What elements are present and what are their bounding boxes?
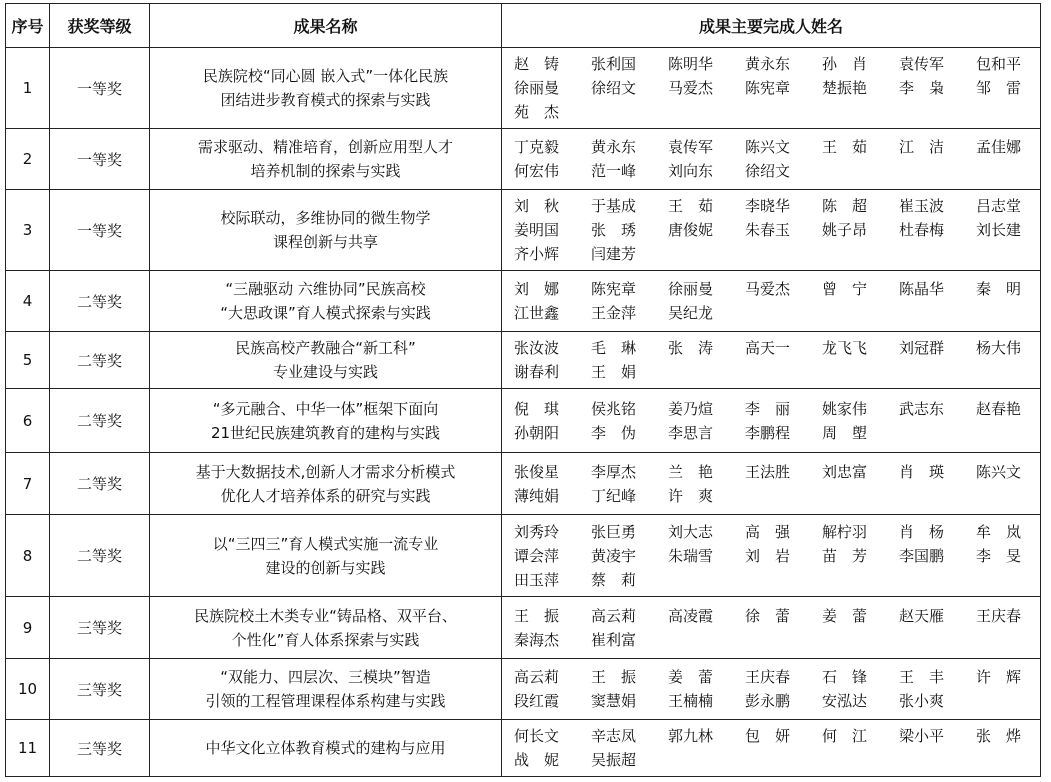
- contributors-list: [514, 665, 1040, 713]
- table-row: [6, 389, 1041, 453]
- row-number: 2: [6, 129, 50, 190]
- contributor-name: 王法胜: [745, 462, 791, 481]
- title-line: 民族高校产教融合“新工科”: [235, 339, 416, 357]
- contributor-name: 王庆春: [976, 606, 1022, 625]
- contributor-name: 李鹏程: [745, 423, 791, 442]
- contributor-name: 侯兆铭: [591, 399, 637, 418]
- title-line: 团结进步教育模式的探索与实践: [220, 91, 431, 109]
- contributor-name: 窦慧娟: [591, 692, 637, 710]
- contributor-name: 刘冠群: [899, 339, 945, 357]
- contributor-name: 江世鑫: [514, 304, 560, 322]
- title-line: 民族院校土木类专业“铸品格、双平台、: [194, 606, 457, 625]
- contributor-name: 陈兴文: [745, 138, 791, 156]
- award-level: 一等奖: [50, 48, 150, 129]
- row-number: 6: [6, 389, 50, 453]
- table-row: [6, 332, 1041, 389]
- contributor-name: 孙 肖: [822, 55, 868, 73]
- contributor-name: 赵天雁: [899, 606, 945, 625]
- contributor-name: 陈兴文: [976, 462, 1022, 481]
- contributor-name: 徐绍文: [745, 162, 791, 180]
- title-line: “大思政课”育人模式探索与实践: [220, 304, 431, 322]
- contributor-name: 田玉萍: [514, 570, 560, 589]
- title-line: 中华文化立体教育模式的建构与应用: [205, 739, 446, 757]
- title-line: “双能力、四层次、三模块”智造: [220, 668, 431, 686]
- award-level: 二等奖: [50, 332, 150, 389]
- contributor-name: 李 伪: [591, 423, 637, 442]
- contributor-name: 徐丽曼: [668, 280, 714, 298]
- contributor-name: 张巨勇: [591, 522, 637, 541]
- contributor-name: 姜 蕾: [668, 668, 714, 686]
- contributor-name: 毛 琳: [591, 339, 637, 357]
- contributor-name: 丁克毅: [514, 138, 560, 156]
- award-level: 三等奖: [50, 720, 150, 777]
- table-row: [6, 453, 1041, 515]
- contributor-name: 刘忠富: [822, 462, 868, 481]
- contributor-name: 邹 雷: [976, 79, 1022, 97]
- header-names: 成果主要完成人姓名: [502, 4, 1041, 48]
- award-level: 一等奖: [50, 190, 150, 271]
- title-line: 民族院校“同心圆 嵌入式”一体化民族: [202, 67, 449, 85]
- title-line: “多元融合、中华一体”框架下面向: [212, 399, 439, 418]
- contributor-name: 陈宪章: [591, 280, 637, 298]
- contributor-name: 闫建芳: [591, 245, 637, 263]
- contributor-name: 张小爽: [899, 692, 945, 710]
- contributor-name: 刘向东: [668, 162, 714, 180]
- title-line: 校际联动，多维协同的微生物学: [220, 209, 431, 227]
- contributor-name: 倪 琪: [514, 399, 560, 418]
- contributor-name: 徐绍文: [591, 79, 637, 97]
- row-number: 8: [6, 515, 50, 597]
- contributor-name: 高云莉: [591, 606, 637, 625]
- contributor-name: 蔡 莉: [591, 570, 637, 589]
- contributor-name: 王 娟: [591, 363, 637, 381]
- contributor-name: 包 妍: [745, 727, 791, 745]
- contributor-name: 张汝波: [514, 339, 560, 357]
- contributors-list: [514, 277, 1040, 325]
- contributor-name: 何宏伟: [514, 162, 560, 180]
- contributors-list: [514, 135, 1040, 183]
- contributor-name: 齐小辉: [514, 245, 560, 263]
- achievement-title: [150, 659, 502, 720]
- contributors-cell: [502, 720, 1041, 777]
- contributor-name: 苗 芳: [822, 546, 868, 565]
- contributor-name: 姚家伟: [822, 399, 868, 418]
- row-number: 1: [6, 48, 50, 129]
- row-number: 11: [6, 720, 50, 777]
- contributor-name: 姜明国: [514, 221, 560, 239]
- achievement-title: [150, 720, 502, 777]
- achievement-title: [150, 332, 502, 389]
- contributor-name: 李 丽: [745, 399, 791, 418]
- contributor-name: 吴纪龙: [668, 304, 714, 322]
- title-line: 优化人才培养体系的研究与实践: [220, 486, 431, 505]
- contributor-name: 曾 宁: [822, 280, 868, 298]
- contributor-name: 何 江: [822, 727, 868, 745]
- contributor-name: 梁小平: [899, 727, 945, 745]
- award-level: 三等奖: [50, 659, 150, 720]
- contributor-name: 石 锋: [822, 668, 868, 686]
- contributors-list: [514, 724, 1040, 772]
- title-line: 课程创新与共享: [272, 233, 378, 251]
- header-row: [6, 4, 1041, 48]
- contributor-name: 秦 明: [976, 280, 1022, 298]
- contributor-name: 高云莉: [514, 668, 560, 686]
- contributor-name: 黄永东: [745, 55, 791, 73]
- title-line: 建设的创新与实践: [265, 558, 386, 577]
- achievement-title: [150, 271, 502, 332]
- contributor-name: 刘大志: [668, 522, 714, 541]
- contributor-name: 唐俊妮: [668, 221, 714, 239]
- title-line: 21世纪民族建筑教育的建构与实践: [210, 423, 441, 442]
- contributor-name: 谢春利: [514, 363, 560, 381]
- award-level: 一等奖: [50, 129, 150, 190]
- awards-table: [5, 3, 1041, 777]
- contributor-name: 陈宪章: [745, 79, 791, 97]
- contributor-name: 王 茹: [668, 197, 714, 215]
- header-level: 获奖等级: [50, 4, 150, 48]
- contributor-name: 杨大伟: [976, 339, 1022, 357]
- contributor-name: 李厚杰: [591, 462, 637, 481]
- contributor-name: 刘 岩: [745, 546, 791, 565]
- contributor-name: 张 烨: [976, 727, 1022, 745]
- contributor-name: 高 强: [745, 522, 791, 541]
- contributor-name: 龙飞飞: [822, 339, 868, 357]
- contributor-name: 江 洁: [899, 138, 945, 156]
- contributor-name: 肖 杨: [899, 522, 945, 541]
- contributor-name: 秦海杰: [514, 630, 560, 649]
- row-number: 10: [6, 659, 50, 720]
- contributor-name: 李晓华: [745, 197, 791, 215]
- contributor-name: 刘秀玲: [514, 522, 560, 541]
- contributors-list: [514, 52, 1040, 124]
- contributors-cell: [502, 332, 1041, 389]
- contributor-name: 刘 秋: [514, 197, 560, 215]
- contributor-name: 王 振: [591, 668, 637, 686]
- contributor-name: 解柠羽: [822, 522, 868, 541]
- contributor-name: 刘 娜: [514, 280, 560, 298]
- table-row: [6, 597, 1041, 659]
- contributor-name: 高天一: [745, 339, 791, 357]
- contributor-name: 黄凌宇: [591, 546, 637, 565]
- contributor-name: 辛志凤: [591, 727, 637, 745]
- contributor-name: 马爱杰: [745, 280, 791, 298]
- contributors-list: [514, 460, 1040, 508]
- contributor-name: 杜春梅: [899, 221, 945, 239]
- contributor-name: 兰 艳: [668, 462, 714, 481]
- achievement-title: [150, 453, 502, 515]
- table-row: [6, 271, 1041, 332]
- award-level: 二等奖: [50, 389, 150, 453]
- contributor-name: 高凌霞: [668, 606, 714, 625]
- contributor-name: 张 琇: [591, 221, 637, 239]
- title-line: 需求驱动、精准培育，创新应用型人才: [197, 138, 453, 156]
- contributor-name: 王 茹: [822, 138, 868, 156]
- header-title: 成果名称: [150, 4, 502, 48]
- achievement-title: [150, 389, 502, 453]
- contributor-name: 战 妮: [514, 751, 560, 769]
- title-line: 个性化”育人体系探索与实践: [231, 630, 420, 649]
- contributor-name: 王 振: [514, 606, 560, 625]
- contributor-name: 崔玉波: [899, 197, 945, 215]
- title-line: 培养机制的探索与实践: [250, 162, 401, 180]
- contributor-name: 王楠楠: [668, 692, 714, 710]
- contributors-cell: [502, 271, 1041, 332]
- contributor-name: 何长文: [514, 727, 560, 745]
- award-level: 二等奖: [50, 515, 150, 597]
- table-row: [6, 48, 1041, 129]
- contributor-name: 郭九林: [668, 727, 714, 745]
- contributor-name: 黄永东: [591, 138, 637, 156]
- contributor-name: 楚振艳: [822, 79, 868, 97]
- contributors-list: [514, 604, 1040, 652]
- contributor-name: 张俊星: [514, 462, 560, 481]
- contributor-name: 段红霞: [514, 692, 560, 710]
- title-line: 引领的工程管理课程体系构建与实践: [205, 692, 446, 710]
- contributor-name: 姚子昂: [822, 221, 868, 239]
- contributor-name: 牟 岚: [976, 522, 1022, 541]
- contributor-name: 袁传军: [668, 138, 714, 156]
- contributor-name: 王 丰: [899, 668, 945, 686]
- contributors-cell: [502, 389, 1041, 453]
- contributor-name: 陈晶华: [899, 280, 945, 298]
- title-line: 基于大数据技术,创新人才需求分析模式: [195, 462, 456, 481]
- contributor-name: 包和平: [976, 55, 1022, 73]
- contributors-cell: [502, 597, 1041, 659]
- achievement-title: [150, 190, 502, 271]
- row-number: 4: [6, 271, 50, 332]
- award-level: 三等奖: [50, 597, 150, 659]
- contributor-name: 丁纪峰: [591, 486, 637, 505]
- row-number: 3: [6, 190, 50, 271]
- contributor-name: 许 爽: [668, 486, 714, 505]
- contributor-name: 范一峰: [591, 162, 637, 180]
- contributor-name: 安泓达: [822, 692, 868, 710]
- contributors-list: [514, 336, 1040, 384]
- contributor-name: 周 塱: [822, 423, 868, 442]
- contributor-name: 李 旻: [976, 546, 1022, 565]
- contributors-list: [514, 194, 1040, 266]
- table-row: [6, 129, 1041, 190]
- contributor-name: 彭永鹏: [745, 692, 791, 710]
- contributor-name: 吴振超: [591, 751, 637, 769]
- contributors-list: [514, 520, 1040, 592]
- achievement-title: [150, 129, 502, 190]
- contributor-name: 崔利富: [591, 630, 637, 649]
- contributor-name: 于基成: [591, 197, 637, 215]
- achievement-title: [150, 515, 502, 597]
- contributors-list: [514, 397, 1040, 445]
- contributors-cell: [502, 453, 1041, 515]
- title-line: 以“三四三”育人模式实施一流专业: [212, 534, 439, 553]
- contributor-name: 张 涛: [668, 339, 714, 357]
- contributor-name: 马爱杰: [668, 79, 714, 97]
- header-no: 序号: [6, 4, 50, 48]
- contributor-name: 薄纯娟: [514, 486, 560, 505]
- contributor-name: 王庆春: [745, 668, 791, 686]
- achievement-title: [150, 48, 502, 129]
- contributors-cell: [502, 190, 1041, 271]
- row-number: 9: [6, 597, 50, 659]
- contributor-name: 李 枭: [899, 79, 945, 97]
- contributor-name: 孟佳娜: [976, 138, 1022, 156]
- award-level: 二等奖: [50, 453, 150, 515]
- contributor-name: 刘长建: [976, 221, 1022, 239]
- contributor-name: 徐 蕾: [745, 606, 791, 625]
- contributor-name: 朱春玉: [745, 221, 791, 239]
- contributor-name: 谭会萍: [514, 546, 560, 565]
- contributor-name: 王金萍: [591, 304, 637, 322]
- table-body: [6, 48, 1041, 777]
- contributors-cell: [502, 515, 1041, 597]
- contributor-name: 吕志堂: [976, 197, 1022, 215]
- contributor-name: 张利国: [591, 55, 637, 73]
- contributor-name: 苑 杰: [514, 103, 560, 121]
- contributors-cell: [502, 129, 1041, 190]
- contributor-name: 许 辉: [976, 668, 1022, 686]
- contributor-name: 李国鹏: [899, 546, 945, 565]
- contributors-cell: [502, 659, 1041, 720]
- contributor-name: 徐丽曼: [514, 79, 560, 97]
- table-row: [6, 190, 1041, 271]
- achievement-title: [150, 597, 502, 659]
- contributor-name: 李思言: [668, 423, 714, 442]
- title-line: “三融驱动 六维协同”民族高校: [225, 280, 426, 298]
- row-number: 5: [6, 332, 50, 389]
- contributor-name: 肖 瑛: [899, 462, 945, 481]
- contributor-name: 袁传军: [899, 55, 945, 73]
- contributor-name: 武志东: [899, 399, 945, 418]
- title-line: 专业建设与实践: [272, 363, 378, 381]
- contributor-name: 朱瑞雪: [668, 546, 714, 565]
- table-row: [6, 659, 1041, 720]
- award-level: 二等奖: [50, 271, 150, 332]
- contributor-name: 赵春艳: [976, 399, 1022, 418]
- contributors-cell: [502, 48, 1041, 129]
- contributor-name: 赵 铸: [514, 55, 560, 73]
- table-row: [6, 515, 1041, 597]
- table-row: [6, 720, 1041, 777]
- row-number: 7: [6, 453, 50, 515]
- contributor-name: 陈明华: [668, 55, 714, 73]
- contributor-name: 姜 蕾: [822, 606, 868, 625]
- contributor-name: 孙朝阳: [514, 423, 560, 442]
- contributor-name: 陈 超: [822, 197, 868, 215]
- contributor-name: 姜乃煊: [668, 399, 714, 418]
